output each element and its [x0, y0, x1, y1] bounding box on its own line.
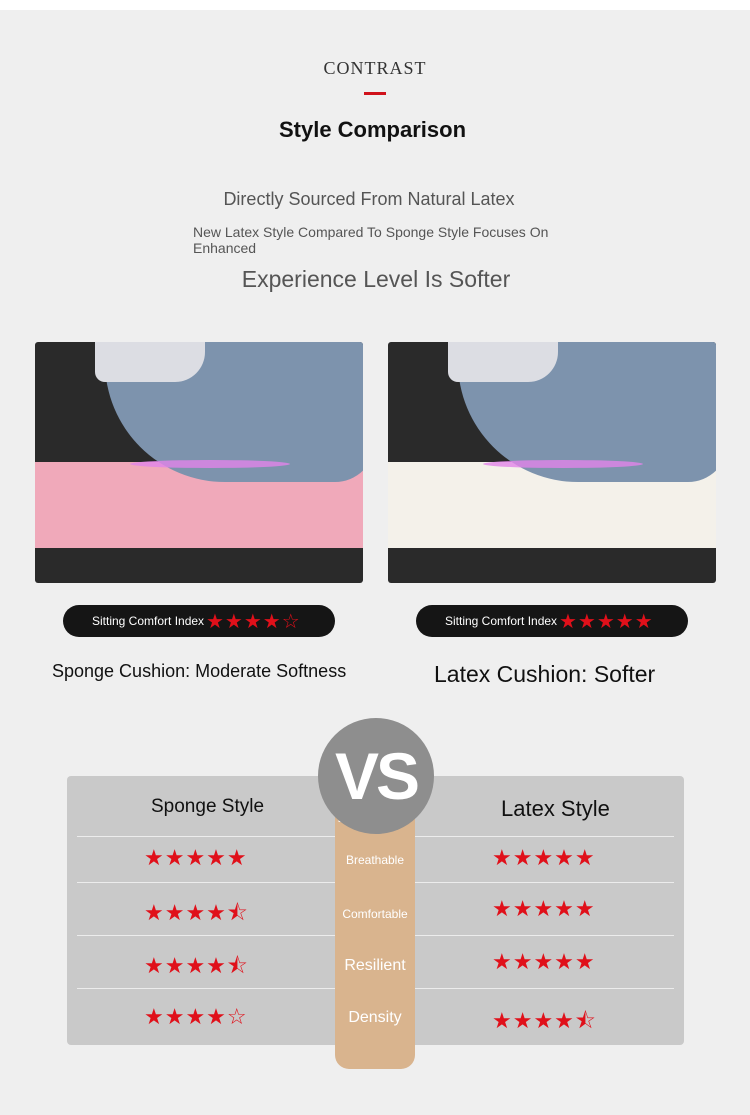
sponge-density-stars-icon: ★★★★☆	[144, 1004, 248, 1029]
eyebrow-label: CONTRAST	[323, 58, 427, 78]
criteria-column	[335, 812, 415, 1069]
criterion-label: Density	[348, 1009, 402, 1026]
criterion-label: Breathable	[345, 853, 405, 867]
latex-density-stars-icon: ★★★★⯪	[492, 1008, 597, 1033]
latex-breathable-stars-icon: ★★★★★	[492, 845, 596, 870]
latex-resilient-stars-icon: ★★★★★	[492, 949, 596, 974]
latex-cushion-photo	[388, 342, 716, 583]
sponge-resilient-stars-icon: ★★★★⯪	[144, 953, 249, 978]
accent-divider	[364, 92, 386, 95]
comfort-index-label: Sitting Comfort Index	[445, 614, 558, 628]
top-strip	[0, 0, 750, 10]
description: New Latex Style Compared To Sponge Style Focuses On Enhanced	[193, 224, 549, 256]
latex-comfort-index	[416, 605, 688, 637]
headline: Experience Level Is Softer	[241, 266, 511, 292]
sponge-breathable-stars-icon: ★★★★★	[144, 845, 248, 870]
criterion-label: Comfortable	[342, 907, 408, 921]
sponge-cushion-photo	[35, 342, 363, 583]
comfort-index-label: Sitting Comfort Index	[92, 614, 205, 628]
sponge-rating-stars-icon: ★★★★☆	[206, 611, 301, 633]
sponge-style-header: Sponge Style	[151, 796, 265, 817]
latex-rating-stars-icon: ★★★★★	[559, 611, 654, 633]
latex-style-header: Latex Style	[501, 796, 610, 821]
sponge-comfort-index	[63, 605, 335, 637]
vs-badge: VS	[318, 718, 434, 834]
latex-caption: Latex Cushion: Softer	[434, 661, 656, 687]
page-title: Style Comparison	[278, 117, 467, 142]
criterion-label: Resilient	[344, 957, 406, 974]
sponge-comfortable-stars-icon: ★★★★⯪	[144, 900, 249, 925]
latex-comfortable-stars-icon: ★★★★★	[492, 896, 596, 921]
subtitle: Directly Sourced From Natural Latex	[223, 189, 515, 209]
sponge-caption: Sponge Cushion: Moderate Softness	[52, 661, 347, 681]
